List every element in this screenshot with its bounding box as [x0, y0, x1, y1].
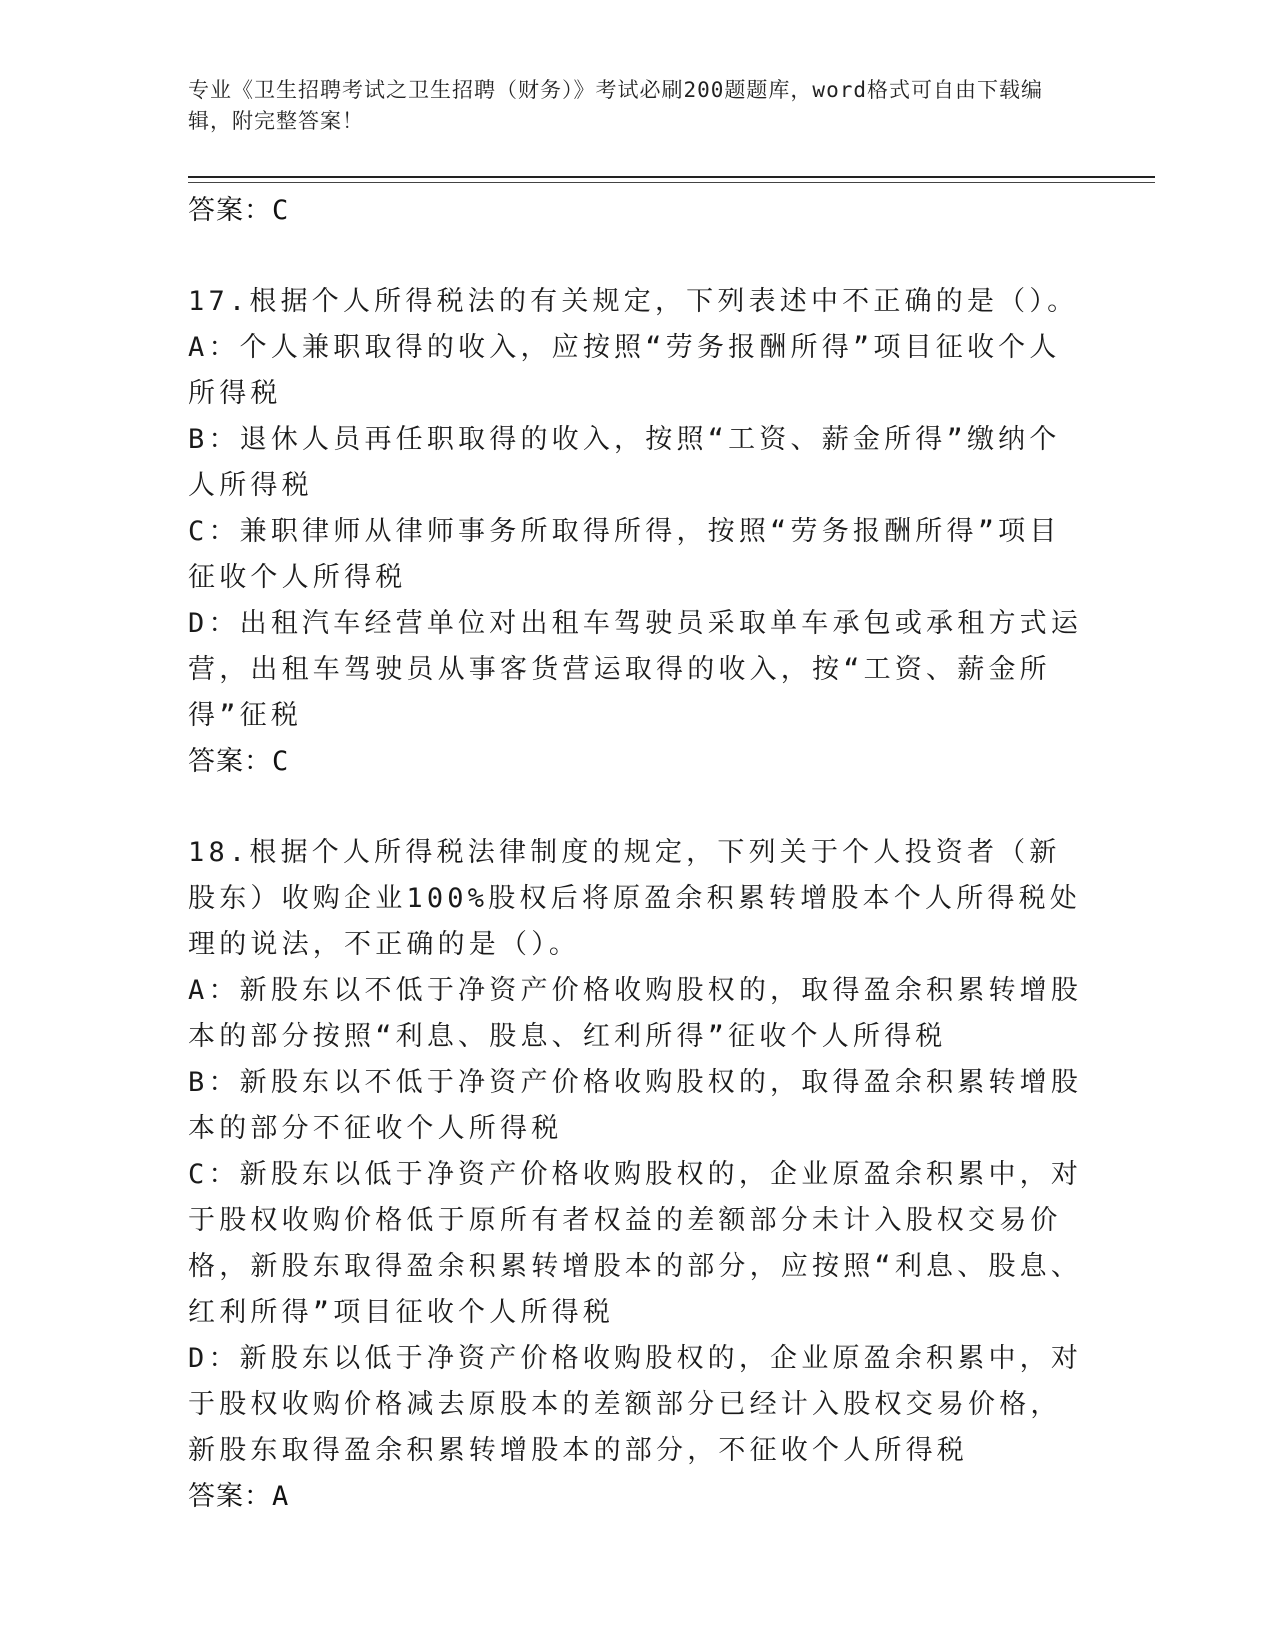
answer-label: 答案：C	[188, 746, 290, 777]
question-stem: 17.根据个人所得税法的有关规定，下列表述中不正确的是（）。	[188, 286, 1079, 317]
option-b: B：退休人员再任职取得的收入，按照“工资、薪金所得”缴纳个人所得税	[188, 424, 1061, 501]
header-text: 专业《卫生招聘考试之卫生招聘（财务）》考试必刷200题题库，word格式可自由下载编辑，附完整答案！	[188, 78, 1043, 133]
page-header	[188, 75, 1068, 137]
option-c: C：新股东以低于净资产价格收购股权的，企业原盈余积累中，对于股权收购价格低于原所有者权益的差额部分未计入股权交易价格，新股东取得盈余积累转增股本的部分，应按照“利息、股息、红利所得”项目征收个人所得税	[188, 1159, 1083, 1328]
option-a: A：新股东以不低于净资产价格收购股权的，取得盈余积累转增股本的部分按照“利息、股息、红利所得”征收个人所得税	[188, 975, 1083, 1052]
header-divider-thick	[188, 176, 1155, 178]
option-a: A：个人兼职取得的收入，应按照“劳务报酬所得”项目征收个人所得税	[188, 332, 1061, 409]
document-body	[188, 188, 1088, 1565]
question-stem: 18.根据个人所得税法律制度的规定，下列关于个人投资者（新股东）收购企业100%股权后将原盈余积累转增股本个人所得税处理的说法，不正确的是（）。	[188, 837, 1082, 960]
question-17	[188, 279, 1088, 785]
option-d: D：新股东以低于净资产价格收购股权的，企业原盈余积累中，对于股权收购价格减去原股本的差额部分已经计入股权交易价格，新股东取得盈余积累转增股本的部分，不征收个人所得税	[188, 1343, 1083, 1466]
answer-label: 答案：A	[188, 1481, 290, 1512]
question-18	[188, 830, 1088, 1520]
option-b: B：新股东以不低于净资产价格收购股权的，取得盈余积累转增股本的部分不征收个人所得税	[188, 1067, 1083, 1144]
option-c: C：兼职律师从律师事务所取得所得，按照“劳务报酬所得”项目征收个人所得税	[188, 516, 1061, 593]
header-divider-thin	[188, 182, 1155, 183]
previous-answer: 答案：C	[188, 195, 290, 226]
option-d: D：出租汽车经营单位对出租车驾驶员采取单车承包或承租方式运营，出租车驾驶员从事客货营运取得的收入，按“工资、薪金所得”征税	[188, 608, 1083, 731]
